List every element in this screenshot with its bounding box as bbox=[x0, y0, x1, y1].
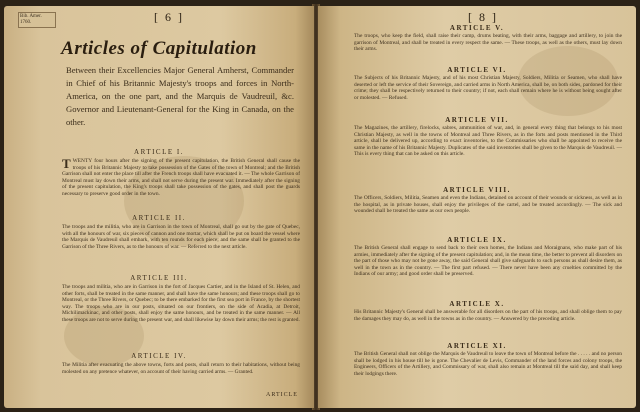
margin-note: Bib. Amer. 1760. bbox=[18, 12, 56, 28]
article-text bbox=[62, 158, 300, 204]
article-heading: ARTICLE VI. bbox=[447, 66, 507, 74]
article-text: The Subjects of his Britannic Majesty, and of his most Christian Majesty, Soldiers, Militia or Seamen, who shall have deserted or left the service of their Sovereign, and carried arms in North America, shall be, on both sides, pardoned for their crime; they shall be respectively returned to their country; if not, each shall remain where he is without being sought after or molested. — Refused. bbox=[354, 75, 622, 101]
catchword: ARTICLE bbox=[266, 392, 298, 398]
article-heading: ARTICLE X. bbox=[449, 300, 505, 308]
drop-cap: T bbox=[62, 158, 71, 171]
document-title: Articles of Capitulation bbox=[61, 38, 257, 59]
article-text: The troops and the militia, who are in Garrison in the town of Montreal, shall go out by the gate of Quebec, with all the honours of war, six pieces of cannon and one mortar, which shall be put on board the vessel where the Marquis de Vaudreuil shall embark, with ten rounds for each piece; and the same shall be granted to the Garrison of the Three Rivers, as to the honours of war. — Referred to the next article. bbox=[62, 224, 300, 250]
article-heading: ARTICLE VIII. bbox=[443, 186, 511, 194]
article-text: The troops, who keep the field, shall raise their camp, drums beating, with their arms, baggage and artillery, to join the garrison of Montreal, and shall be treated in every respect the same. — These troops, as well as the others, must lay down their arms. bbox=[354, 33, 622, 53]
page-number: [ 8 ] bbox=[468, 10, 498, 24]
article-text: The British General shall not oblige the Marquis de Vaudreuil to leave the town of Montreal before the . . . . . and no person shall be lodged in his house till he is gone. The Chevalier de Levis, Commander of the land forces and colony troops, the Engineers, Officers of the Artillery, and Commissary of war, shall also remain at Montreal till the said day, and shall keep their lodgings there. bbox=[354, 351, 622, 377]
article-heading: ARTICLE IX. bbox=[447, 236, 507, 244]
article-heading: ARTICLE XI. bbox=[447, 342, 507, 350]
article-text: The Militia after evacuating the above towns, forts and posts, shall return to their habitations, without being molested on any pretence whatever, on account of their having carried arms. — Granted. bbox=[62, 362, 300, 375]
article-heading: ARTICLE IV. bbox=[131, 352, 187, 360]
article-text: The British General shall engage to send back to their own homes, the Indians and Moraignans, who make part of his armies, immediately after the signing of the present capitulation; and, in the mean time, the better to prevent all disorders on the part of those who may not be gone away, the said General shall give safeguards to such persons as shall desire them, as well in the town as in the country. — The first part refused. — There never have been any cruelties committed by the Indians of our army; and good order shall be preserved. bbox=[354, 245, 622, 278]
article-heading: ARTICLE VII. bbox=[445, 116, 509, 124]
article-text: The Officers, Soldiers, Militia, Seamen and even the Indians, detained on account of their wounds or sickness, as well as in the hospital, as in private houses, shall enjoy the privileges of the cartel, and be treated accordingly. — The sick and wounded shall be treated the same as our own people. bbox=[354, 195, 622, 215]
article-heading: ARTICLE II. bbox=[132, 214, 186, 222]
intro-paragraph: Between their Excellencies Major General Amherst, Commander in Chief of his Britannic Majesty's troops and forces in North-America, on the one part, and the Marquis de Vaudreuil, &c. Governor and Lieutenant-General for the King in Canada, on the other. bbox=[66, 65, 294, 127]
article-heading: ARTICLE III. bbox=[130, 274, 188, 282]
right-page bbox=[318, 6, 636, 408]
article-heading: ARTICLE I. bbox=[134, 148, 184, 156]
article-text: The Magazines, the artillery, firelocks, sabres, ammunition of war, and, in general every thing that belongs to his most Christian Majesty, as well in the towns of Montreal and Three Rivers, as in the forts and posts mentioned in the Third article, shall be delivered up, according to exact inventories, to the Commissaries who shall be appointed to receive the same in the name of his Britannic Majesty. Duplicates of the said inventories shall be given to the Marquis de Vaudreuil. — This is every thing that can be asked on this article. bbox=[354, 125, 622, 158]
article-body: WENTY four hours after the signing of the present capitulation, the British General shall cause the troops of his Britannic Majesty to take possession of the Gates of the town of Montreal; and the British Garrison shall not enter the place till after the French troops shall have evacuated it. — The whole Garrison of Montreal must lay down their arms, and shall not serve during the present war. Immediately after the signing of the present capitulation, the King's troops shall take possession of the gates, and shall post the guards necessary to preserve good order in the town. bbox=[62, 158, 300, 197]
left-page bbox=[4, 6, 314, 408]
article-heading: ARTICLE V. bbox=[449, 24, 505, 32]
article-text: His Britannic Majesty's General shall be answerable for all disorders on the part of his troops, and shall oblige them to pay the damages they may do, as well in the towns as in the country. — Answered by the preceding article. bbox=[354, 309, 622, 322]
article-text: The troops and militia, who are in Garrison in the fort of Jacques Cartier, and in the Island of St. Helen, and other forts, shall be treated in the same manner, and shall have the same honours; and these troops shall go to Montreal, or the Three Rivers, or Quebec; to be there embarked for the first sea port in France, by the shortest way. The troops who are in our posts, situated on our frontiers, on the side of Acadia, at Detroit, Michilimackinac, and other posts, shall enjoy the same honours, and be treated in the same manner. — All these troops are not to serve during the present war, and shall likewise lay down their arms; the rest is granted. bbox=[62, 284, 300, 323]
page-number: [ 6 ] bbox=[154, 10, 184, 24]
